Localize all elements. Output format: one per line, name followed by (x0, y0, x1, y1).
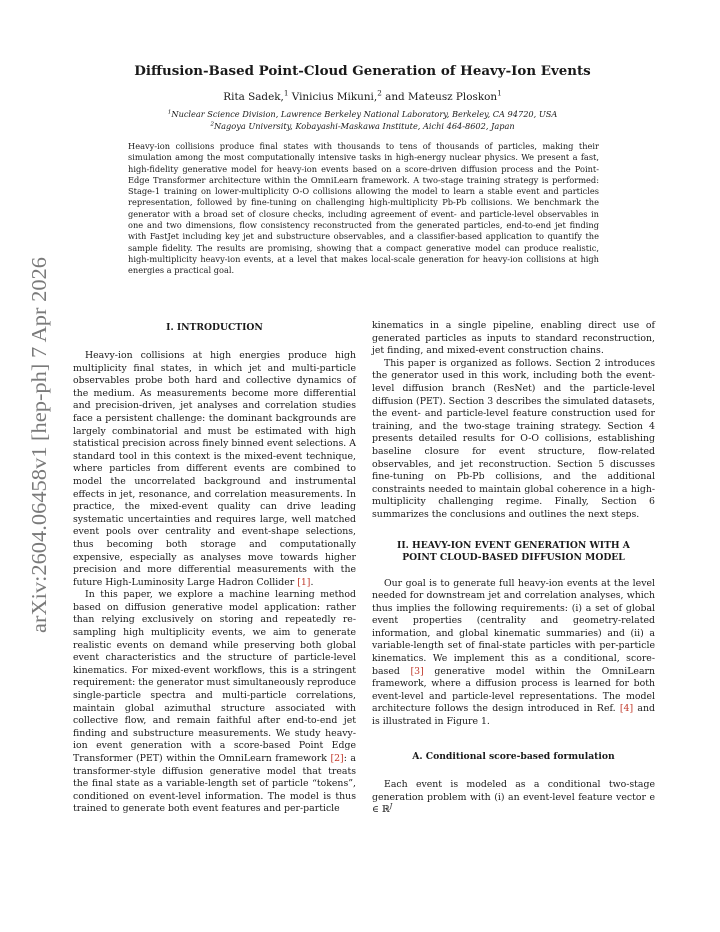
paragraph: This paper is organized as follows. Section 2 introduces the generator used in this work, including both the event-level diffusion branch (ResNet) and the particle-level diffusion (PET). Section 3 describes the simulated datasets, the event- and particle-level feature construction used for training, and the two-stage training strategy. Section 4 presents detailed results for O-O collisions, establishing baseline closure for event structure, flow-related observables, and jet reconstruction. Section 5 discusses fine-tuning on Pb-Pb collisions, and the additional constraints needed to maintain global coherence in a high-multiplicity challenging regime. Finally, Section 6 summarizes the conclusions and outlines the next steps. (372, 357, 655, 520)
paragraph (372, 779, 655, 817)
paragraph-text: : a transformer-style diffusion generative model that treats the final state as a variable-length set of particle “tokens”, conditioned on event-level information. The model is thus trained to generate both event features and per-particle (73, 753, 356, 815)
affiliation-mark: 1 (497, 88, 502, 98)
paragraph-text: generative model within the OmniLearn framework, where a diffusion process is learned for both event-level and particle-level representations. The model architecture follows the design introduced in Ref. (372, 665, 656, 715)
author-list (120, 88, 605, 103)
math-superscript: J (389, 802, 393, 811)
paragraph-text: In this paper, we explore a machine learning method based on diffusion generative model application: rather than relying exclusively on storing and repeatedly re-sampling high multiplicity events, we aim to generate realistic events on demand while preserving both global event characteristics and the structure of particle-level kinematics. For mixed-event workflows, this is a stringent requirement: the generator must simultaneously reproduce single-particle spectra and multi-particle correlations, maintain global azimuthal structure associated with collective flow, and remain faithful after end-to-end jet finding and substructure measurements. We study heavy-ion event generation with a score-based Point Edge Transformer (PET) within the OmniLearn framework (73, 589, 356, 764)
section-heading-line: II. HEAVY-ION EVENT GENERATION WITH A (397, 539, 630, 551)
abstract: Heavy-ion collisions produce final states with thousands to tens of thousands of particles, making their simulation among the most computationally intensive tasks in high-energy nuclear physics. We present a fast, high-fidelity generative model for heavy-ion events based on a score-driven diffusion process and the Point-Edge Transformer architecture within the OmniLearn framework. A two-stage training strategy is performed: Stage-1 training on lower-multiplicity O-O collisions allowing the model to learn a stable event and particles representation, followed by fine-tuning on challenging high-multiplicity Pb-Pb collisions. We benchmark the generator with a broad set of closure checks, including agreement of event- and particle-level observables in one and two dimensions, flow consistency reconstructed from the generated particles, end-to-end jet finding with FastJet including key jet and substructure observables, and a classifier-based application to quantify the sample fidelity. The results are promising, showing that a compact generative model can produce realistic, high-multiplicity heavy-ion events, at a level that makes local-scale generation for heavy-ion collisions at high energies a practical goal. (128, 141, 599, 276)
right-column (372, 320, 655, 817)
author-name: and Mateusz Ploskon (385, 91, 498, 103)
paper-title: Diffusion-Based Point-Cloud Generation of Heavy-Ion Events (134, 63, 591, 79)
affiliation-mark: 2 (377, 88, 382, 98)
section-heading-line: POINT CLOUD-BASED DIFFUSION MODEL (402, 551, 625, 563)
left-column (73, 322, 356, 816)
paragraph-text: Each event is modeled as a conditional two-stage generation problem with (i) an event-level feature vector e ∈ ℝ (372, 779, 655, 816)
subsection-heading: A. Conditional score-based formulation (412, 750, 615, 762)
citation-link[interactable]: [1] (297, 576, 311, 588)
affiliation-mark: 1 (283, 88, 289, 98)
citation-link[interactable]: [3] (410, 665, 424, 677)
paragraph (73, 589, 356, 816)
paragraph (372, 578, 655, 729)
arxiv-identifier-stamp (10, 255, 60, 635)
citation-link[interactable]: [4] (619, 703, 634, 715)
paragraph-text: Heavy-ion collisions at high energies produce high multiplicity final states, in which jet and multi-particle observables probe both hard and collective dynamics of the medium. As measurements become more differential and precision-driven, jet analyses and correlation studies face a persistent challenge: the dominant backgrounds are largely combinatorial and must be estimated with high statistical precision across finely binned event selections. A standard tool in this context is the mixed-event technique, where particles from different events are combined to model the uncorrelated background and instrumental effects in jet, resonance, and correlation measurements. In practice, the mixed-event quality can drive leading systematic uncertainties and requires large, well matched event pools over centrality and event-shape selections, thus becoming both storage and computationally expensive, especially as analyses move towards higher precision and more differential measurements with the future High-Luminosity Large Hadron Collider (73, 350, 356, 588)
section-heading (372, 540, 655, 564)
paragraph (73, 350, 356, 589)
paragraph-text: and is illustrated in Figure 1. (372, 703, 655, 728)
affiliation-mark: 2 (210, 121, 215, 128)
section-heading: I. INTRODUCTION (166, 322, 263, 333)
paragraph: kinematics in a single pipeline, enabling direct use of generated particles as inputs to standard reconstruction, jet finding, and mixed-event construction chains. (372, 320, 655, 357)
arxiv-id-text: arXiv:2604.06458v1 [hep-ph] 7 Apr 2026 (27, 272, 51, 633)
affiliation-mark: 1 (167, 109, 172, 116)
affiliation-text: Nagoya University, Kobayashi-Maskawa Institute, Aichi 464-8602, Japan (214, 121, 515, 131)
affiliation-1 (110, 109, 615, 119)
paragraph-text: Our goal is to generate full heavy-ion events at the level needed for downstream jet and correlation analyses, which thus implies the following requirements: (i) a set of global event properties (centrality and geometry-related information, and global kinematic summaries) and (ii) a variable-length set of final-state particles with per-particle kinematics. We implement this as a conditional, score-based (372, 577, 655, 677)
author-name: Vinicius Mikuni, (291, 91, 378, 103)
citation-link[interactable]: [2] (330, 753, 344, 764)
author-name: Rita Sadek, (223, 91, 284, 103)
affiliation-2 (110, 121, 615, 131)
paragraph-text: . (310, 576, 314, 588)
affiliation-text: Nuclear Science Division, Lawrence Berkeley National Laboratory, Berkeley, CA 94720, USA (171, 109, 558, 119)
